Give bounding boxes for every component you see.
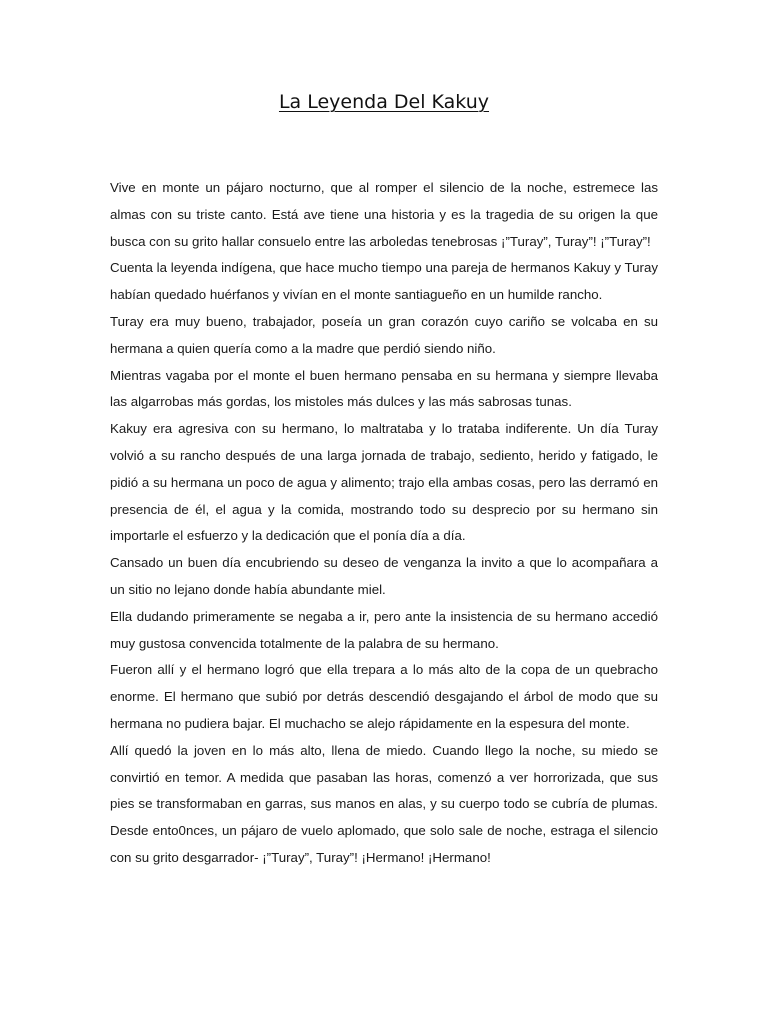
paragraph: Kakuy era agresiva con su hermano, lo maltrataba y lo trataba indiferente. Un día Turay volvió a su rancho después de una larga jornada de trabajo, sediento, herido y fatigado, le pidió a su hermana un poco de agua y alimento; trajo ella ambas cosas, pero las derramó en presencia de él, el agua y la comida, mostrando todo su desprecio por su hermano sin importarle el esfuerzo y la dedicación que el ponía día a día. bbox=[110, 421, 658, 544]
paragraph: Cuenta la leyenda indígena, que hace mucho tiempo una pareja de hermanos Kakuy y Turay habían quedado huérfanos y vivían en el monte santiagueño en un humilde rancho. bbox=[110, 260, 658, 303]
paragraph: Fueron allí y el hermano logró que ella trepara a lo más alto de la copa de un quebracho enorme. El hermano que subió por detrás descendió desgajando el árbol de modo que su hermana no pudiera bajar. El muchacho se alejo rápidamente en la espesura del monte. bbox=[110, 662, 658, 731]
paragraph: Cansado un buen día encubriendo su deseo de venganza la invito a que lo acompañara a un sitio no lejano donde había abundante miel. bbox=[110, 555, 658, 597]
paragraph: Turay era muy bueno, trabajador, poseía un gran corazón cuyo cariño se volcaba en su hermana a quien quería como a la madre que perdió siendo niño. bbox=[110, 313, 658, 356]
paragraph: Vive en monte un pájaro nocturno, que al romper el silencio de la noche, estremece las almas con su triste canto. Está ave tiene una historia y es la tragedia de su origen la que busca con su grito hallar consuelo entre las arboledas tenebrosas ¡”Turay”, Turay”! ¡”Turay”! bbox=[110, 180, 658, 249]
paragraph: Mientras vagaba por el monte el buen hermano pensaba en su hermana y siempre llevaba las algarrobas más gordas, los mistoles más dulces y las más sabrosas tunas. bbox=[110, 367, 658, 410]
document-title-text: La Leyenda Del Kakuy bbox=[278, 91, 490, 113]
paragraph: Ella dudando primeramente se negaba a ir, pero ante la insistencia de su hermano accedió muy gustosa convencida totalmente de la palabra de su hermano. bbox=[110, 608, 658, 651]
paragraph: Allí quedó la joven en lo más alto, llena de miedo. Cuando llego la noche, su miedo se convirtió en temor. A medida que pasaban las horas, comenzó a ver horrorizada, que sus pies se transformaban en garras, sus manos en alas, y su cuerpo todo se cubría de plumas. Desde ento0nces, un pájaro de vuelo aplomado, que solo sale de noche, estraga el silencio con su grito desgarrador- ¡”Turay”, Turay”! ¡Hermano! ¡Hermano! bbox=[110, 742, 658, 865]
document-title bbox=[0, 89, 768, 115]
document-body bbox=[110, 175, 658, 872]
